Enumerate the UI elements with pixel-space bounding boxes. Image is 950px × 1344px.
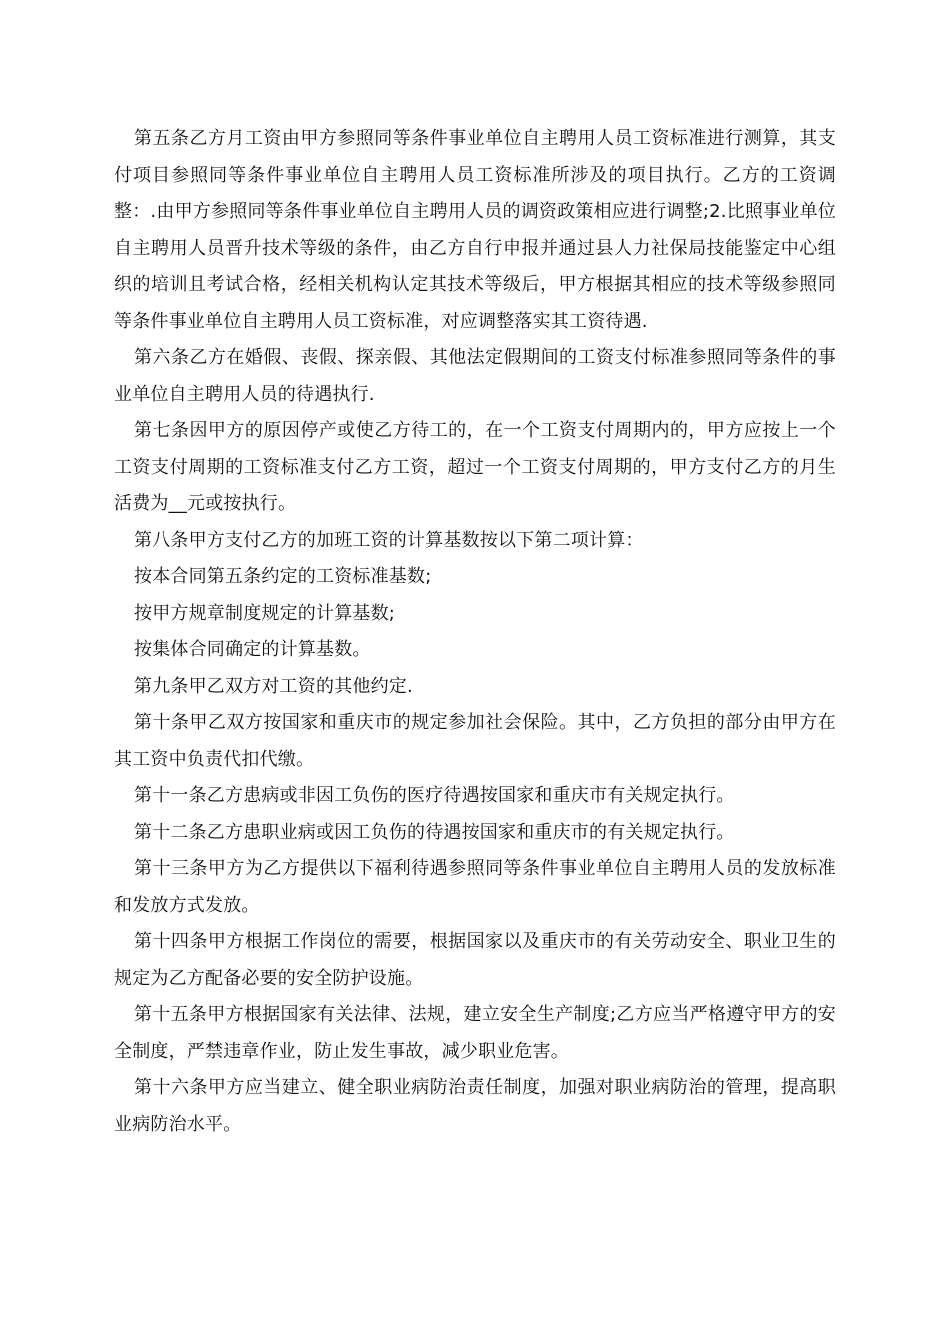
article-6-paragraph: 第六条乙方在婚假、丧假、探亲假、其他法定假期间的工资支付标准参照同等条件的事业单位自主聘用人员的待遇执行. — [114, 347, 836, 405]
article-8-option-1: 按本合同第五条约定的工资标准基数; — [134, 566, 432, 587]
article-14-paragraph: 第十四条甲方根据工作岗位的需要，根据国家以及重庆市的有关劳动安全、职业卫生的规定为乙方配备必要的安全防护设施。 — [114, 931, 836, 989]
article-8-paragraph: 第八条甲方支付乙方的加班工资的计算基数按以下第二项计算： — [134, 529, 644, 551]
article-13-paragraph: 第十三条甲方为乙方提供以下福利待遇参照同等条件事业单位自主聘用人员的发放标准和发放方式发放。 — [114, 858, 836, 916]
article-10-paragraph: 第十条甲乙双方按国家和重庆市的规定参加社会保险。其中，乙方负担的部分由甲方在其工资中负责代扣代缴。 — [114, 712, 836, 770]
document-body — [114, 121, 836, 1143]
article-8-option-3: 按集体合同确定的计算基数。 — [134, 639, 371, 660]
article-8-option-2: 按甲方规章制度规定的计算基数; — [134, 602, 396, 624]
article-7-paragraph: 第七条因甲方的原因停产或使乙方待工的，在一个工资支付周期内的，甲方应按上一个工资支付周期的工资标准支付乙方工资，超过一个工资支付周期的，甲方支付乙方的月生活费为__元或按执行。 — [114, 420, 836, 514]
article-11-paragraph: 第十一条乙方患病或非因工负伤的医疗待遇按国家和重庆市有关规定执行。 — [134, 785, 735, 806]
article-9-paragraph: 第九条甲乙双方对工资的其他约定. — [134, 675, 413, 697]
article-5-paragraph: 第五条乙方月工资由甲方参照同等条件事业单位自主聘用人员工资标准进行测算，其支付项目参照同等条件事业单位自主聘用人员工资标准所涉及的项目执行。乙方的工资调整：.由甲方参照同等条件事业单位自主聘用人员的调资政策相应进行调整;2.比照事业单位自主聘用人员晋升技术等级的条件，由乙方自行申报并通过县人力社保局技能鉴定中心组织的培训且考试合格，经相关机构认定其技术等级后，甲方根据其相应的技术等级参照同等条件事业单位自主聘用人员工资标准，对应调整落实其工资待遇. — [114, 128, 836, 332]
article-12-paragraph: 第十二条乙方患职业病或因工负伤的待遇按国家和重庆市的有关规定执行。 — [134, 821, 735, 843]
article-16-paragraph: 第十六条甲方应当建立、健全职业病防治责任制度，加强对职业病防治的管理，提高职业病防治水平。 — [114, 1077, 836, 1135]
article-15-paragraph: 第十五条甲方根据国家有关法律、法规，建立安全生产制度;乙方应当严格遵守甲方的安全制度，严禁违章作业，防止发生事故，减少职业危害。 — [114, 1004, 836, 1062]
